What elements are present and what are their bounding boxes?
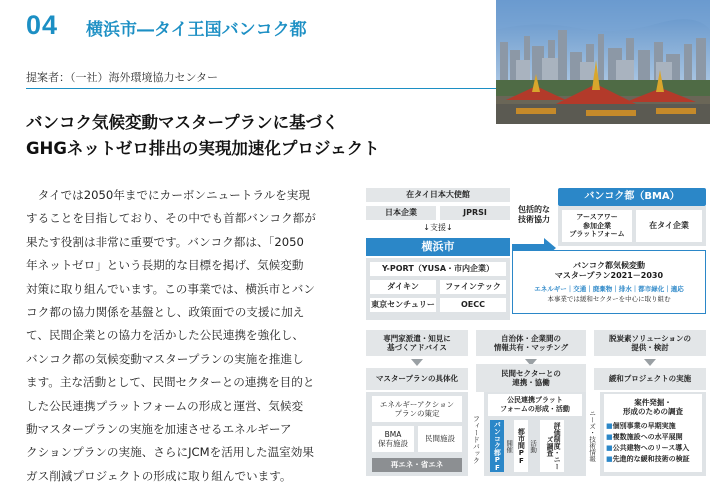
ppp-platform-box: 公民連携プラット フォームの形成・活動 — [488, 394, 582, 416]
bangkok-pf-box: バンコク都PF — [490, 420, 504, 472]
project-title-line2: GHGネットゼロ排出の実現加速化プロジェクト — [26, 139, 380, 158]
coop-label: 包括的な 技術協力 — [518, 205, 550, 224]
list-item: ■複数施設への水平展開 — [606, 432, 683, 441]
embassy-box: 在タイ日本大使館 — [366, 188, 510, 202]
body-line: バンコク都の気候変動マスタープランの実施を推進し — [26, 351, 304, 366]
bma-facility-box: BMA 保有施設 — [372, 426, 414, 452]
evaluation-box: 評価制度・ニーズ調査 — [540, 420, 564, 472]
project-survey-title: 案件発掘・ 形成のための調査 — [623, 398, 683, 417]
body-line: 年ネットゼロ」という長期的な目標を掲げ、気候変動 — [26, 258, 304, 273]
body-line: 対策に取り組んでいます。この事業では、横浜市とバン — [26, 281, 315, 296]
bangkok-skyline-photo — [496, 0, 710, 124]
thai-firms-box: 在タイ企業 — [636, 210, 702, 242]
needs-label: ニーズ・技術情報 — [588, 410, 597, 462]
body-line: ます。主な活動として、民間セクターとの連携を目的と — [26, 375, 315, 390]
col2-sub: 民間セクターとの 連携・協働 — [476, 364, 586, 392]
col1-arrow-icon — [411, 359, 423, 366]
list-item: ■先進的な緩和技術の検証 — [606, 455, 690, 464]
support-label: ↓支援↓ — [423, 223, 453, 232]
project-title-line1: バンコク気候変動マスタープランに基づく — [26, 113, 339, 132]
re-ee-box: 再エネ・省エネ — [372, 458, 462, 472]
col1-head: 専門家派遣・知見に 基づくアドバイス — [366, 330, 468, 356]
col3-head: 脱炭素ソリューションの 提供・検討 — [594, 330, 706, 356]
section-number: 04 — [26, 10, 59, 40]
energy-plan-box: エネルギーアクション プランの策定 — [372, 396, 462, 422]
private-facility-box: 民間施設 — [418, 426, 462, 452]
proposer-label: 提案者：（一社）海外環境協力センター — [26, 71, 219, 84]
body-line: ガス削減プロジェクトの形成に取り組んでいます。 — [26, 468, 292, 483]
cooperation-diagram — [362, 178, 710, 504]
body-line: タイでは2050年までにカーボンニュートラルを実現 — [26, 188, 310, 202]
project-survey-box — [604, 394, 702, 472]
col3-arrow-icon — [644, 359, 656, 366]
section-title: 横浜市―タイ王国バンコク都 — [86, 20, 307, 40]
masterplan-title: バンコク都気候変動 マスタープラン2021－2030 — [554, 260, 664, 280]
col3-sub: 緩和プロジェクトの実施 — [594, 368, 706, 390]
oecc-box: OECC — [440, 298, 506, 312]
jprsi-box: JPRSI — [440, 206, 510, 220]
list-item: ■個別事業の早期実施 — [606, 421, 676, 430]
yokohama-box: 横浜市 — [366, 238, 510, 256]
body-line: コク都の協力関係を基盤とし、政策面での支援に加え — [26, 305, 305, 320]
body-line: 果たす役割は非常に重要です。バンコク都は、「2050 — [26, 234, 304, 249]
body-paragraph — [26, 184, 358, 488]
list-item: ■公共建物へのリース導入 — [606, 444, 690, 453]
feedback-label: フィードバック — [472, 414, 481, 464]
masterplan-note: 本事業では緩和セクターを中心に取り組む — [547, 295, 671, 303]
city-pf-box: 都市間PF — [514, 420, 528, 472]
body-line: て、民間企業との協力を活かした公民連携を強化し、 — [26, 328, 305, 343]
body-line: することを目指しており、その中でも首都バンコク都が — [26, 211, 316, 226]
yport-box: Y-PORT（YUSA・市内企業） — [370, 262, 506, 276]
bma-box: バンコク都（BMA） — [558, 188, 706, 206]
body-line: クションプランの実施、さらにJCMを活用した温室効果 — [26, 445, 314, 460]
project-item-list — [606, 421, 700, 466]
japan-firms-box: 日本企業 — [366, 206, 436, 220]
body-line: 動マスタープランの実施を加速させるエネルギーア — [26, 422, 292, 437]
tokyo-century-box: 東京センチュリー — [370, 298, 436, 312]
body-line: した公民連携プラットフォームの形成と運営、気候変 — [26, 398, 304, 413]
earth-hour-box: アースアワー 参加企業 プラットフォーム — [562, 210, 632, 242]
col2-head: 自治体・企業間の 情報共有・マッチング — [476, 330, 586, 356]
katsudo-label: 活動 — [529, 439, 538, 453]
col1-sub: マスタープランの具体化 — [366, 368, 468, 390]
daikin-box: ダイキン — [370, 280, 436, 294]
finetech-box: ファインテック — [440, 280, 506, 294]
project-title — [26, 110, 380, 162]
masterplan-sectors: エネルギー｜交通｜廃棄物｜排水｜都市緑化｜適応 — [534, 284, 684, 293]
kaisai-label: 開催 — [505, 439, 514, 453]
masterplan-box — [512, 250, 706, 314]
